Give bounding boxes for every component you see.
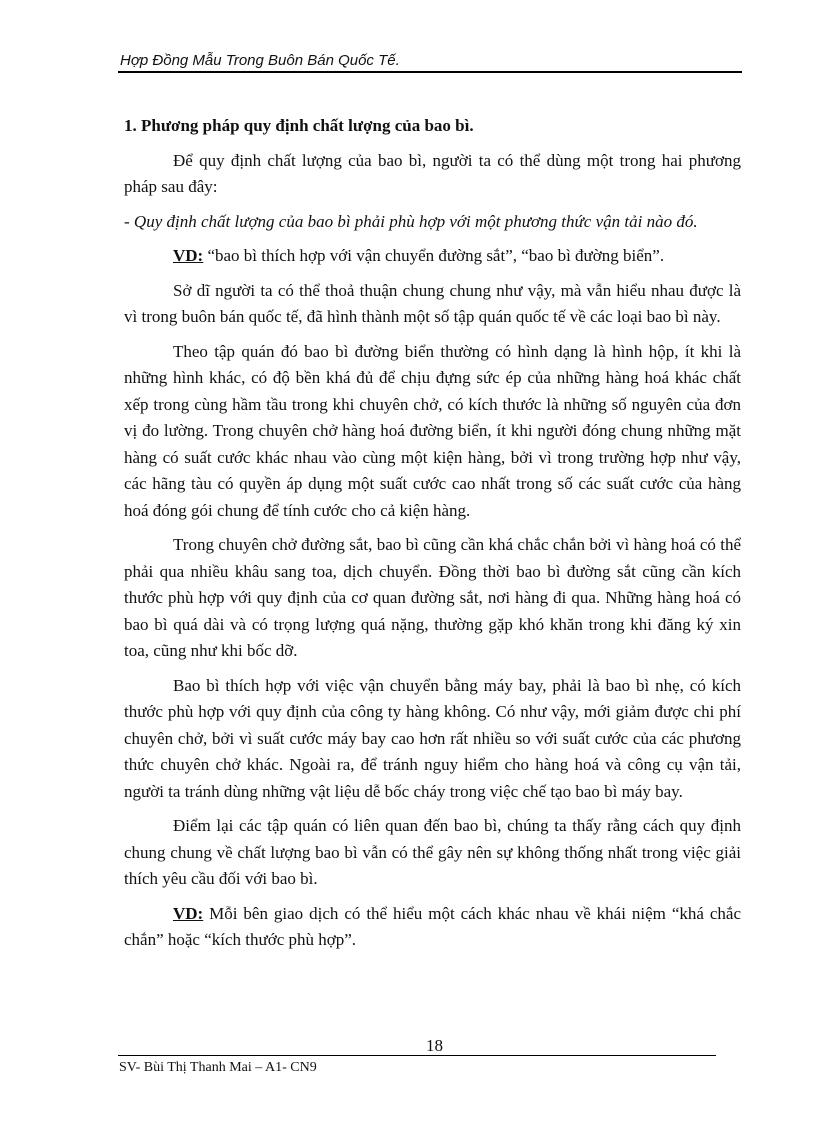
paragraph-summary: Điểm lại các tập quán có liên quan đến bao bì, chúng ta thấy rằng cách quy định chung chung về chất lượng bao bì vẫn có thể gây nên sự không thống nhất trong việc giải thích yêu cầu đối với bao bì.: [124, 816, 741, 888]
paragraph-custom: Sở dĩ người ta có thể thoả thuận chung chung như vậy, mà vẫn hiểu nhau được là vì trong buôn bán quốc tế, đã hình thành một số tập quán quốc tế về các loại bao bì này.: [124, 280, 741, 326]
footer-author: SV- Bùi Thị Thanh Mai – A1- CN9: [119, 1060, 317, 1075]
paragraph-air-packaging: Bao bì thích hợp với việc vận chuyển bằng máy bay, phải là bao bì nhẹ, có kích thước phù hợp với quy định của công ty hàng không. Có như vậy, mới giảm được chi phí chuyên chở, bởi vì suất cước máy bay cao hơn rất nhiều so với suất cước của các phương thức chuyên chở khác. Ngoài ra, để tránh nguy hiểm cho hàng hoá và công cụ vận tải, người ta tránh dùng những vật liệu dễ bốc cháy trong việc chế tạo bao bì máy bay.: [124, 675, 741, 801]
example-label: VD:: [173, 903, 204, 923]
example-text: Mỗi bên giao dịch có thể hiểu một cách khác nhau về khái niệm “khá chắc chắn” hoặc “kích thước phù hợp”.: [124, 903, 741, 949]
header-divider: [118, 71, 742, 73]
header-title: Hợp Đồng Mẫu Trong Buôn Bán Quốc Tế.: [120, 52, 400, 69]
paragraph-sea-packaging: Theo tập quán đó bao bì đường biển thường có hình dạng là hình hộp, ít khi là những hình khác, có độ bền khá đủ để chịu đựng sức ép của những hàng hoá khác chất xếp trong cùng hầm tầu trong khi chuyên chở, có kích thước là những số nguyên của đơn vị đo lường. Trong chuyên chở hàng hoá đường biển, ít khi người đóng chung những mặt hàng có suất cước khác nhau vào cùng một kiện hàng, bởi vì trong trường hợp như vậy, các hãng tàu có quyền áp dụng một suất cước cao nhất trong số các suất cước của hàng hoá đóng gói chung để tính cước cho cả kiện hàng.: [124, 341, 741, 520]
page-number: 18: [426, 1036, 443, 1055]
example-text: “bao bì thích hợp với vận chuyển đường sắt”, “bao bì đường biển”.: [203, 246, 665, 265]
footer-divider: [118, 1055, 716, 1056]
page-body: [124, 113, 741, 962]
example-label: VD:: [173, 246, 204, 265]
paragraph-example-1: [124, 243, 741, 270]
paragraph-example-2: [124, 901, 741, 954]
paragraph-intro: Để quy định chất lượng của bao bì, người ta có thể dùng một trong hai phương pháp sau đây:: [124, 150, 741, 196]
paragraph-method: - Quy định chất lượng của bao bì phải phù hợp với một phương thức vận tải nào đó.: [124, 211, 698, 231]
section-heading: 1. Phương pháp quy định chất lượng của bao bì.: [124, 116, 474, 135]
paragraph-rail-packaging: Trong chuyên chở đường sắt, bao bì cũng cần khá chắc chắn bởi vì hàng hoá có thể phải qua nhiều khâu sang toa, dịch chuyển. Đồng thời bao bì đường sắt cũng cần kích thước phù hợp với quy định của cơ quan đường sắt, nơi hàng đi qua. Những hàng hoá có bao bì quá dài và có trọng lượng quá nặng, thường gặp khó khăn trong khi đăng ký xin toa, cũng như khi bốc dỡ.: [124, 535, 741, 660]
